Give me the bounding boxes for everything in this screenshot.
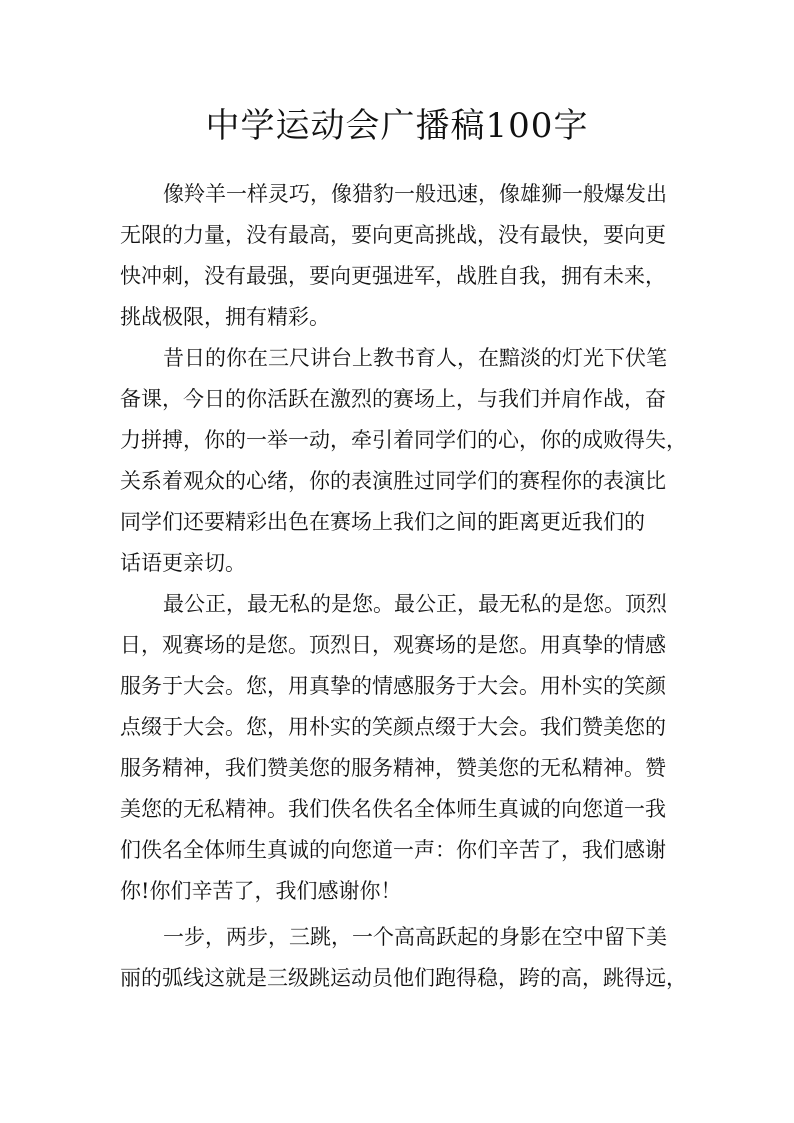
paragraph-3-line-2: 日，观赛场的是您。顶烈日，观赛场的是您。用真挚的情感 [120, 633, 666, 657]
paragraph-3-line-1: 最公正，最无私的是您。最公正，最无私的是您。顶烈 [163, 592, 667, 616]
paragraph-2-line-6: 话语更亲切。 [120, 551, 246, 575]
paragraph-2-line-5: 同学们还要精彩出色在赛场上我们之间的距离更近我们的 [120, 510, 645, 534]
document-title: 中学运动会广播稿100字 [205, 106, 589, 146]
paragraph-2-line-4: 关系着观众的心绪，你的表演胜过同学们的赛程你的表演比 [120, 469, 666, 493]
paragraph-3-line-3: 服务于大会。您，用真挚的情感服务于大会。用朴实的笑颜 [120, 674, 666, 698]
paragraph-2-line-2: 备课，今日的你活跃在激烈的赛场上，与我们并肩作战，奋 [120, 387, 666, 411]
paragraph-3-line-4: 点缀于大会。您，用朴实的笑颜点缀于大会。我们赞美您的 [120, 715, 666, 739]
paragraph-1-line-1: 像羚羊一样灵巧，像猎豹一般迅速，像雄狮一般爆发出 [163, 182, 667, 206]
paragraph-3-line-7: 们佚名全体师生真诚的向您道一声：你们辛苦了，我们感谢 [120, 838, 666, 862]
paragraph-3-line-8: 你!你们辛苦了，我们感谢你！ [120, 879, 402, 903]
paragraph-2-line-1: 昔日的你在三尺讲台上教书育人，在黯淡的灯光下伏笔 [163, 346, 667, 370]
paragraph-1-line-4: 挑战极限，拥有精彩。 [120, 305, 330, 329]
paragraph-1-line-3: 快冲刺，没有最强，要向更强进军，战胜自我，拥有未来， [120, 264, 666, 288]
paragraph-2-line-3: 力拼搏，你的一举一动，牵引着同学们的心，你的成败得失， [120, 428, 687, 452]
paragraph-4-line-2: 丽的弧线这就是三级跳运动员他们跑得稳，跨的高，跳得远， [120, 966, 687, 990]
paragraph-4-line-1: 一步，两步，三跳，一个高高跃起的身影在空中留下美 [163, 925, 667, 949]
paragraph-3-line-6: 美您的无私精神。我们佚名佚名全体师生真诚的向您道一我 [120, 797, 666, 821]
paragraph-3-line-5: 服务精神，我们赞美您的服务精神，赞美您的无私精神。赞 [120, 756, 666, 780]
paragraph-1-line-2: 无限的力量，没有最高，要向更高挑战，没有最快，要向更 [120, 223, 666, 247]
